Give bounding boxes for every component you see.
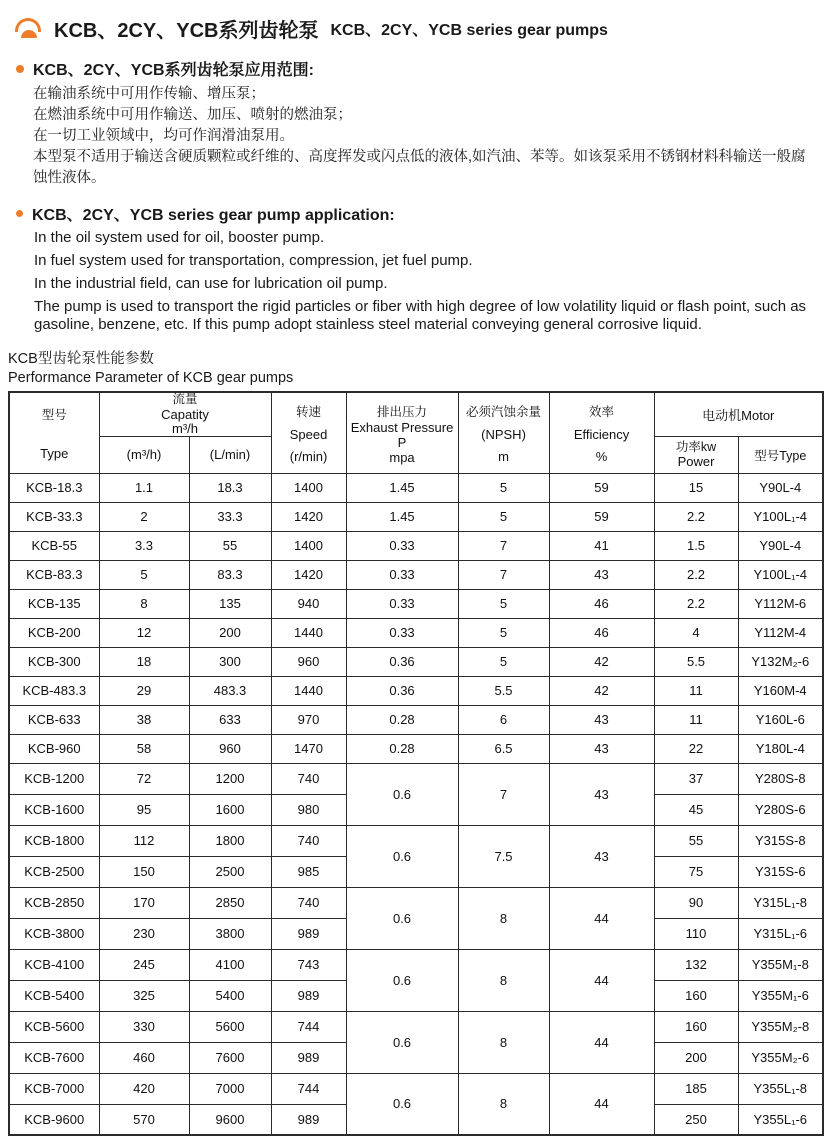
cell-capacity-lmin: 135 — [189, 589, 271, 618]
header-power-zh: 功率kw — [675, 439, 717, 454]
cell-motor-type: Y355L₁-6 — [738, 1104, 823, 1135]
cell-capacity-lmin: 1200 — [189, 763, 271, 794]
cell-capacity-lmin: 483.3 — [189, 676, 271, 705]
en-line: In the industrial field, can use for lubrication oil pump. — [34, 275, 388, 292]
header-efficiency-zh: 效率 — [589, 404, 615, 419]
cell-npsh: 5 — [458, 647, 549, 676]
cell-capacity-lmin: 83.3 — [189, 560, 271, 589]
cell-power: 11 — [654, 676, 738, 705]
application-zh-title: KCB、2CY、YCB系列齿轮泵应用范围: — [33, 62, 314, 79]
table-header — [9, 392, 823, 473]
cell-exhaust-pressure: 0.6 — [346, 1073, 458, 1135]
cell-speed: 1420 — [271, 502, 346, 531]
cell-capacity-m3h: 460 — [99, 1042, 189, 1073]
table-row — [9, 734, 823, 763]
document-header — [14, 12, 822, 44]
table-row — [9, 473, 823, 502]
cell-speed: 744 — [271, 1011, 346, 1042]
header-npsh-en: (NPSH) — [481, 426, 526, 442]
cell-pump-type: KCB-83.3 — [9, 560, 99, 589]
cell-pump-type: KCB-2850 — [9, 887, 99, 918]
cell-power: 2.2 — [654, 560, 738, 589]
cell-speed: 1400 — [271, 473, 346, 502]
cell-speed: 989 — [271, 1104, 346, 1135]
header-type-zh: 型号 — [41, 407, 67, 422]
cell-capacity-m3h: 170 — [99, 887, 189, 918]
header-sub-m3h-label: (m³/h) — [126, 447, 162, 462]
cell-motor-type: Y112M-6 — [738, 589, 823, 618]
cell-efficiency: 44 — [549, 1073, 654, 1135]
cell-capacity-lmin: 33.3 — [189, 502, 271, 531]
cell-speed: 989 — [271, 980, 346, 1011]
cell-motor-type: Y132M₂-6 — [738, 647, 823, 676]
cell-motor-type: Y355M₁-6 — [738, 980, 823, 1011]
cell-power: 22 — [654, 734, 738, 763]
cell-npsh: 6.5 — [458, 734, 549, 763]
cell-capacity-m3h: 245 — [99, 949, 189, 980]
cell-capacity-m3h: 8 — [99, 589, 189, 618]
cell-capacity-lmin: 1600 — [189, 794, 271, 825]
cell-speed: 960 — [271, 647, 346, 676]
cell-npsh: 7 — [458, 763, 549, 825]
cell-pump-type: KCB-5600 — [9, 1011, 99, 1042]
header-pressure-unit: mpa — [389, 449, 415, 465]
cell-exhaust-pressure: 0.36 — [346, 647, 458, 676]
cell-efficiency: 44 — [549, 887, 654, 949]
cell-power: 200 — [654, 1042, 738, 1073]
header-pressure-en: Exhaust Pressure P — [350, 419, 454, 450]
header-speed-unit: (r/min) — [289, 448, 328, 464]
application-en-body — [34, 229, 818, 334]
cell-efficiency: 43 — [549, 705, 654, 734]
cell-capacity-lmin: 5400 — [189, 980, 271, 1011]
cell-npsh: 8 — [458, 1073, 549, 1135]
cell-motor-type: Y160M-4 — [738, 676, 823, 705]
table-row — [9, 705, 823, 734]
cell-motor-type: Y100L₁-4 — [738, 502, 823, 531]
cell-motor-type: Y280S-8 — [738, 763, 823, 794]
cell-motor-type: Y355M₂-8 — [738, 1011, 823, 1042]
cell-pump-type: KCB-483.3 — [9, 676, 99, 705]
cell-capacity-lmin: 7000 — [189, 1073, 271, 1104]
cell-motor-type: Y355M₂-6 — [738, 1042, 823, 1073]
cell-speed: 743 — [271, 949, 346, 980]
header-sub-m3h — [99, 436, 189, 473]
page-title-zh: KCB、2CY、YCB系列齿轮泵 — [54, 19, 319, 42]
cell-npsh: 8 — [458, 887, 549, 949]
table-row — [9, 560, 823, 589]
cell-power: 5.5 — [654, 647, 738, 676]
cell-capacity-lmin: 9600 — [189, 1104, 271, 1135]
table-row — [9, 531, 823, 560]
cell-npsh: 5.5 — [458, 676, 549, 705]
header-capacity — [99, 392, 271, 436]
performance-table-body — [9, 473, 823, 1135]
cell-speed: 740 — [271, 763, 346, 794]
cell-pump-type: KCB-960 — [9, 734, 99, 763]
header-efficiency-unit: % — [595, 448, 608, 464]
table-row — [9, 1011, 823, 1042]
pump-logo-icon — [14, 17, 44, 39]
cell-capacity-lmin: 633 — [189, 705, 271, 734]
cell-npsh: 5 — [458, 618, 549, 647]
table-row — [9, 502, 823, 531]
cell-capacity-m3h: 112 — [99, 825, 189, 856]
cell-capacity-m3h: 95 — [99, 794, 189, 825]
zh-line: 本型泵不适用于输送含硬质颗粒或纤维的、高度挥发或闪点低的液体,如汽油、苯等。如该泵采用不锈钢材料科输送一般腐蚀性液体。 — [33, 149, 806, 186]
header-type — [9, 392, 99, 473]
cell-efficiency: 43 — [549, 560, 654, 589]
cell-npsh: 6 — [458, 705, 549, 734]
cell-motor-type: Y315S-8 — [738, 825, 823, 856]
cell-pump-type: KCB-9600 — [9, 1104, 99, 1135]
cell-power: 4 — [654, 618, 738, 647]
cell-exhaust-pressure: 0.33 — [346, 589, 458, 618]
header-sub-lmin-label: (L/min) — [209, 447, 251, 462]
cell-motor-type: Y90L-4 — [738, 473, 823, 502]
cell-power: 110 — [654, 918, 738, 949]
cell-exhaust-pressure: 0.6 — [346, 825, 458, 887]
cell-capacity-m3h: 1.1 — [99, 473, 189, 502]
cell-motor-type: Y280S-6 — [738, 794, 823, 825]
table-row — [9, 589, 823, 618]
cell-speed: 989 — [271, 1042, 346, 1073]
cell-npsh: 5 — [458, 502, 549, 531]
cell-exhaust-pressure: 0.33 — [346, 531, 458, 560]
header-speed-en: Speed — [289, 426, 328, 442]
cell-power: 37 — [654, 763, 738, 794]
cell-power: 2.2 — [654, 589, 738, 618]
cell-motor-type: Y100L₁-4 — [738, 560, 823, 589]
cell-pump-type: KCB-5400 — [9, 980, 99, 1011]
application-section-en-heading — [16, 202, 822, 225]
cell-capacity-m3h: 18 — [99, 647, 189, 676]
cell-motor-type: Y90L-4 — [738, 531, 823, 560]
cell-efficiency: 46 — [549, 618, 654, 647]
cell-efficiency: 43 — [549, 763, 654, 825]
cell-capacity-m3h: 5 — [99, 560, 189, 589]
header-motor-type-label: 型号Type — [754, 448, 807, 463]
cell-npsh: 7.5 — [458, 825, 549, 887]
header-motor — [654, 392, 823, 436]
header-capacity-en: Capatity — [161, 406, 209, 422]
header-sub-lmin — [189, 436, 271, 473]
cell-power: 250 — [654, 1104, 738, 1135]
cell-capacity-lmin: 960 — [189, 734, 271, 763]
cell-capacity-lmin: 7600 — [189, 1042, 271, 1073]
cell-capacity-lmin: 4100 — [189, 949, 271, 980]
header-pressure — [346, 392, 458, 473]
bullet-icon — [16, 210, 23, 217]
cell-capacity-lmin: 2850 — [189, 887, 271, 918]
cell-pump-type: KCB-18.3 — [9, 473, 99, 502]
cell-pump-type: KCB-2500 — [9, 856, 99, 887]
cell-efficiency: 42 — [549, 676, 654, 705]
cell-pump-type: KCB-7000 — [9, 1073, 99, 1104]
cell-pump-type: KCB-1600 — [9, 794, 99, 825]
cell-speed: 989 — [271, 918, 346, 949]
cell-speed: 1470 — [271, 734, 346, 763]
cell-npsh: 7 — [458, 531, 549, 560]
cell-exhaust-pressure: 0.6 — [346, 887, 458, 949]
header-efficiency — [549, 392, 654, 473]
cell-capacity-m3h: 3.3 — [99, 531, 189, 560]
table-row — [9, 949, 823, 980]
cell-efficiency: 44 — [549, 1011, 654, 1073]
cell-capacity-m3h: 325 — [99, 980, 189, 1011]
header-motor-type — [738, 436, 823, 473]
cell-capacity-m3h: 12 — [99, 618, 189, 647]
cell-speed: 980 — [271, 794, 346, 825]
cell-speed: 985 — [271, 856, 346, 887]
bullet-icon — [16, 65, 24, 73]
header-speed — [271, 392, 346, 473]
cell-capacity-lmin: 18.3 — [189, 473, 271, 502]
cell-npsh: 8 — [458, 949, 549, 1011]
cell-pump-type: KCB-33.3 — [9, 502, 99, 531]
cell-npsh: 7 — [458, 560, 549, 589]
cell-capacity-lmin: 300 — [189, 647, 271, 676]
zh-line: 在输油系统中可用作传输、增压泵； — [33, 86, 265, 102]
cell-npsh: 5 — [458, 473, 549, 502]
header-npsh-unit: m — [498, 448, 509, 464]
cell-pump-type: KCB-1200 — [9, 763, 99, 794]
header-npsh-zh: 必须汽蚀余量 — [466, 404, 542, 419]
cell-pump-type: KCB-4100 — [9, 949, 99, 980]
cell-motor-type: Y315S-6 — [738, 856, 823, 887]
table-row — [9, 647, 823, 676]
table-row — [9, 1073, 823, 1104]
cell-capacity-m3h: 29 — [99, 676, 189, 705]
cell-exhaust-pressure: 0.6 — [346, 1011, 458, 1073]
header-speed-zh: 转速 — [296, 404, 322, 419]
cell-motor-type: Y315L₁-6 — [738, 918, 823, 949]
table-row — [9, 763, 823, 794]
cell-capacity-lmin: 5600 — [189, 1011, 271, 1042]
cell-speed: 1440 — [271, 618, 346, 647]
cell-power: 1.5 — [654, 531, 738, 560]
header-type-en: Type — [40, 445, 69, 461]
cell-capacity-lmin: 3800 — [189, 918, 271, 949]
table-title-en: Performance Parameter of KCB gear pumps — [8, 370, 294, 386]
cell-pump-type: KCB-300 — [9, 647, 99, 676]
cell-exhaust-pressure: 0.6 — [346, 949, 458, 1011]
cell-pump-type: KCB-1800 — [9, 825, 99, 856]
cell-capacity-lmin: 200 — [189, 618, 271, 647]
cell-capacity-m3h: 72 — [99, 763, 189, 794]
cell-power: 11 — [654, 705, 738, 734]
cell-pump-type: KCB-135 — [9, 589, 99, 618]
cell-efficiency: 41 — [549, 531, 654, 560]
cell-motor-type: Y112M-4 — [738, 618, 823, 647]
table-row — [9, 887, 823, 918]
cell-pump-type: KCB-3800 — [9, 918, 99, 949]
cell-exhaust-pressure: 0.28 — [346, 705, 458, 734]
cell-capacity-m3h: 2 — [99, 502, 189, 531]
performance-table — [8, 391, 824, 1136]
cell-capacity-m3h: 330 — [99, 1011, 189, 1042]
cell-capacity-m3h: 38 — [99, 705, 189, 734]
cell-efficiency: 59 — [549, 473, 654, 502]
header-capacity-zh: 流量 — [172, 392, 198, 406]
cell-capacity-m3h: 230 — [99, 918, 189, 949]
cell-power: 132 — [654, 949, 738, 980]
en-paragraph: The pump is used to transport the rigid particles or fiber with high degree of low volatility liquid or flash point, such as gasoline, benzene, etc. If this pump adopt stainless steel material conveying general corrosive liquid. — [34, 298, 807, 333]
zh-line: 在一切工业领域中，均可作润滑油泵用。 — [33, 128, 294, 144]
cell-pump-type: KCB-633 — [9, 705, 99, 734]
cell-efficiency: 43 — [549, 734, 654, 763]
en-line: In the oil system used for oil, booster pump. — [34, 229, 325, 246]
header-power-en: Power — [677, 454, 715, 469]
cell-motor-type: Y160L-6 — [738, 705, 823, 734]
header-npsh — [458, 392, 549, 473]
cell-exhaust-pressure: 1.45 — [346, 502, 458, 531]
cell-power: 160 — [654, 980, 738, 1011]
cell-speed: 970 — [271, 705, 346, 734]
cell-capacity-m3h: 420 — [99, 1073, 189, 1104]
cell-speed: 940 — [271, 589, 346, 618]
cell-power: 2.2 — [654, 502, 738, 531]
application-en-title: KCB、2CY、YCB series gear pump application: — [32, 207, 395, 224]
cell-npsh: 5 — [458, 589, 549, 618]
cell-speed: 744 — [271, 1073, 346, 1104]
cell-pump-type: KCB-7600 — [9, 1042, 99, 1073]
cell-efficiency: 46 — [549, 589, 654, 618]
header-power — [654, 436, 738, 473]
header-motor-label: 电动机Motor — [702, 407, 775, 423]
application-section-zh-heading — [16, 57, 822, 80]
cell-speed: 740 — [271, 825, 346, 856]
zh-line: 在燃油系统中可用作输送、加压、喷射的燃油泵； — [33, 107, 352, 123]
cell-speed: 740 — [271, 887, 346, 918]
cell-npsh: 8 — [458, 1011, 549, 1073]
application-zh-body — [33, 84, 808, 189]
cell-exhaust-pressure: 0.36 — [346, 676, 458, 705]
cell-power: 55 — [654, 825, 738, 856]
cell-power: 185 — [654, 1073, 738, 1104]
cell-motor-type: Y315L₁-8 — [738, 887, 823, 918]
cell-efficiency: 43 — [549, 825, 654, 887]
cell-capacity-lmin: 55 — [189, 531, 271, 560]
cell-power: 90 — [654, 887, 738, 918]
cell-power: 75 — [654, 856, 738, 887]
cell-pump-type: KCB-55 — [9, 531, 99, 560]
header-pressure-zh: 排出压力 — [377, 404, 428, 419]
cell-power: 15 — [654, 473, 738, 502]
header-efficiency-en: Efficiency — [573, 426, 630, 442]
table-row — [9, 676, 823, 705]
cell-efficiency: 59 — [549, 502, 654, 531]
cell-efficiency: 42 — [549, 647, 654, 676]
table-title-zh: KCB型齿轮泵性能参数 — [8, 351, 154, 367]
en-line: In fuel system used for transportation, compression, jet fuel pump. — [34, 252, 473, 269]
cell-motor-type: Y355L₁-8 — [738, 1073, 823, 1104]
cell-pump-type: KCB-200 — [9, 618, 99, 647]
cell-motor-type: Y355M₁-8 — [738, 949, 823, 980]
table-row — [9, 618, 823, 647]
cell-power: 160 — [654, 1011, 738, 1042]
cell-exhaust-pressure: 0.28 — [346, 734, 458, 763]
cell-efficiency: 44 — [549, 949, 654, 1011]
cell-capacity-lmin: 1800 — [189, 825, 271, 856]
table-row — [9, 825, 823, 856]
cell-exhaust-pressure: 0.33 — [346, 560, 458, 589]
cell-exhaust-pressure: 1.45 — [346, 473, 458, 502]
cell-speed: 1420 — [271, 560, 346, 589]
cell-capacity-m3h: 570 — [99, 1104, 189, 1135]
cell-speed: 1440 — [271, 676, 346, 705]
cell-exhaust-pressure: 0.33 — [346, 618, 458, 647]
cell-speed: 1400 — [271, 531, 346, 560]
cell-capacity-lmin: 2500 — [189, 856, 271, 887]
header-capacity-unit: m³/h — [172, 421, 198, 436]
cell-exhaust-pressure: 0.6 — [346, 763, 458, 825]
cell-capacity-m3h: 58 — [99, 734, 189, 763]
cell-motor-type: Y180L-4 — [738, 734, 823, 763]
cell-capacity-m3h: 150 — [99, 856, 189, 887]
page-title-en: KCB、2CY、YCB series gear pumps — [330, 21, 608, 39]
cell-power: 45 — [654, 794, 738, 825]
